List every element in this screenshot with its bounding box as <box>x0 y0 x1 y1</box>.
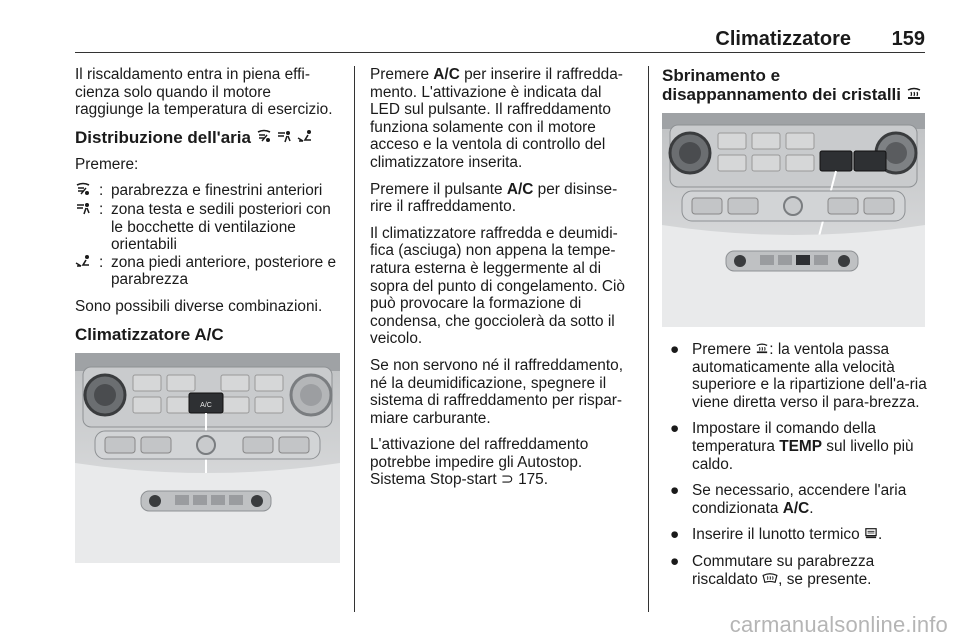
air-mode-list <box>75 182 343 289</box>
list-item: ● Inserire il lunotto termico . <box>670 526 883 544</box>
autostop-paragraph: L'attivazione del raffreddamento potrebbe impedire gli Autostop. Sistema Stop-start ⊃ 175. <box>370 436 589 489</box>
combinations-paragraph: Sono possibili diverse combinazioni. <box>75 297 323 315</box>
page-reference-link[interactable]: 175 <box>518 471 544 489</box>
press-label: Premere: <box>75 155 139 173</box>
column-middle <box>370 66 633 498</box>
heated-windshield-icon <box>762 571 778 589</box>
windshield-airflow-icon <box>75 182 99 201</box>
head-airflow-icon <box>75 201 99 254</box>
feet-airflow-icon <box>297 128 315 147</box>
list-item: : zona testa e sedili posteriori con le bocchette di ventilazione orientabili <box>75 201 343 254</box>
list-item: : parabrezza e finestrini anteriori <box>75 182 343 201</box>
column-divider-right <box>648 66 649 612</box>
column-divider-left <box>354 66 355 612</box>
column-right <box>662 66 927 597</box>
defrost-panel-photo <box>662 113 925 327</box>
front-defrost-icon <box>906 85 922 104</box>
ac-on-paragraph: Premere A/C per inserire il raffredda-mento. L'attivazione è indicata dal LED sul pulsante. Il raffreddamento funziona solamente con il motore acceso e la ventola di controllo del climatizzatore inserita. <box>370 66 623 171</box>
page-header <box>75 26 925 53</box>
ac-off-paragraph: Premere il pulsante A/C per disinse-rire il raffreddamento. <box>370 180 618 216</box>
list-item: : zona piedi anteriore, posteriore e parabrezza <box>75 254 343 289</box>
list-item: ● Se necessario, accendere l'aria condizionata A/C. <box>670 482 907 517</box>
intro-paragraph: Il riscaldamento entra in piena effi-cienza solo quando il motore raggiunge la temperatura di esercizio. <box>75 66 333 119</box>
list-item: ● Premere : la ventola passa automaticamente alla velocità superiore e la ripartizione dell'a-ria viene diretta verso il para-brezza. <box>670 341 927 411</box>
feet-airflow-icon <box>75 254 99 289</box>
defrost-heading: Sbrinamento e disappannamento dei cristalli <box>662 66 927 104</box>
list-item: ● Impostare il comando della temperatura TEMP sul livello più caldo. <box>670 420 914 473</box>
list-item: ● Commutare su parabrezza riscaldato , se presente. <box>670 552 875 588</box>
air-distribution-heading: Distribuzione dell'aria <box>75 128 343 147</box>
front-defrost-icon <box>755 341 769 359</box>
page-number: 159 <box>891 28 925 50</box>
page-title: Climatizzatore <box>715 28 851 50</box>
ac-button-label: A/C <box>200 401 212 409</box>
ac-panel-photo <box>75 353 340 563</box>
ac-heading: Climatizzatore A/C <box>75 324 224 344</box>
save-fuel-paragraph: Se non servono né il raffreddamento, né la deumidificazione, spegnere il sistema di raffreddamento per rispar-miare carburante. <box>370 356 623 427</box>
page-reference-icon: ⊃ <box>500 471 514 489</box>
dehumidify-paragraph: Il climatizzatore raffredda e deumidi-fica (asciuga) non appena la tempe-ratura esterna è leggermente al di sopra del punto di congelamento. Ciò può provocare la formazione di condensa, che gocciolerà da sotto il veicolo. <box>370 224 625 348</box>
column-left <box>75 66 343 563</box>
windshield-airflow-icon <box>256 128 272 147</box>
head-airflow-icon <box>276 128 292 147</box>
watermark-text: carmanualsonline.info <box>729 612 948 637</box>
rear-window-heater-icon <box>864 526 878 544</box>
